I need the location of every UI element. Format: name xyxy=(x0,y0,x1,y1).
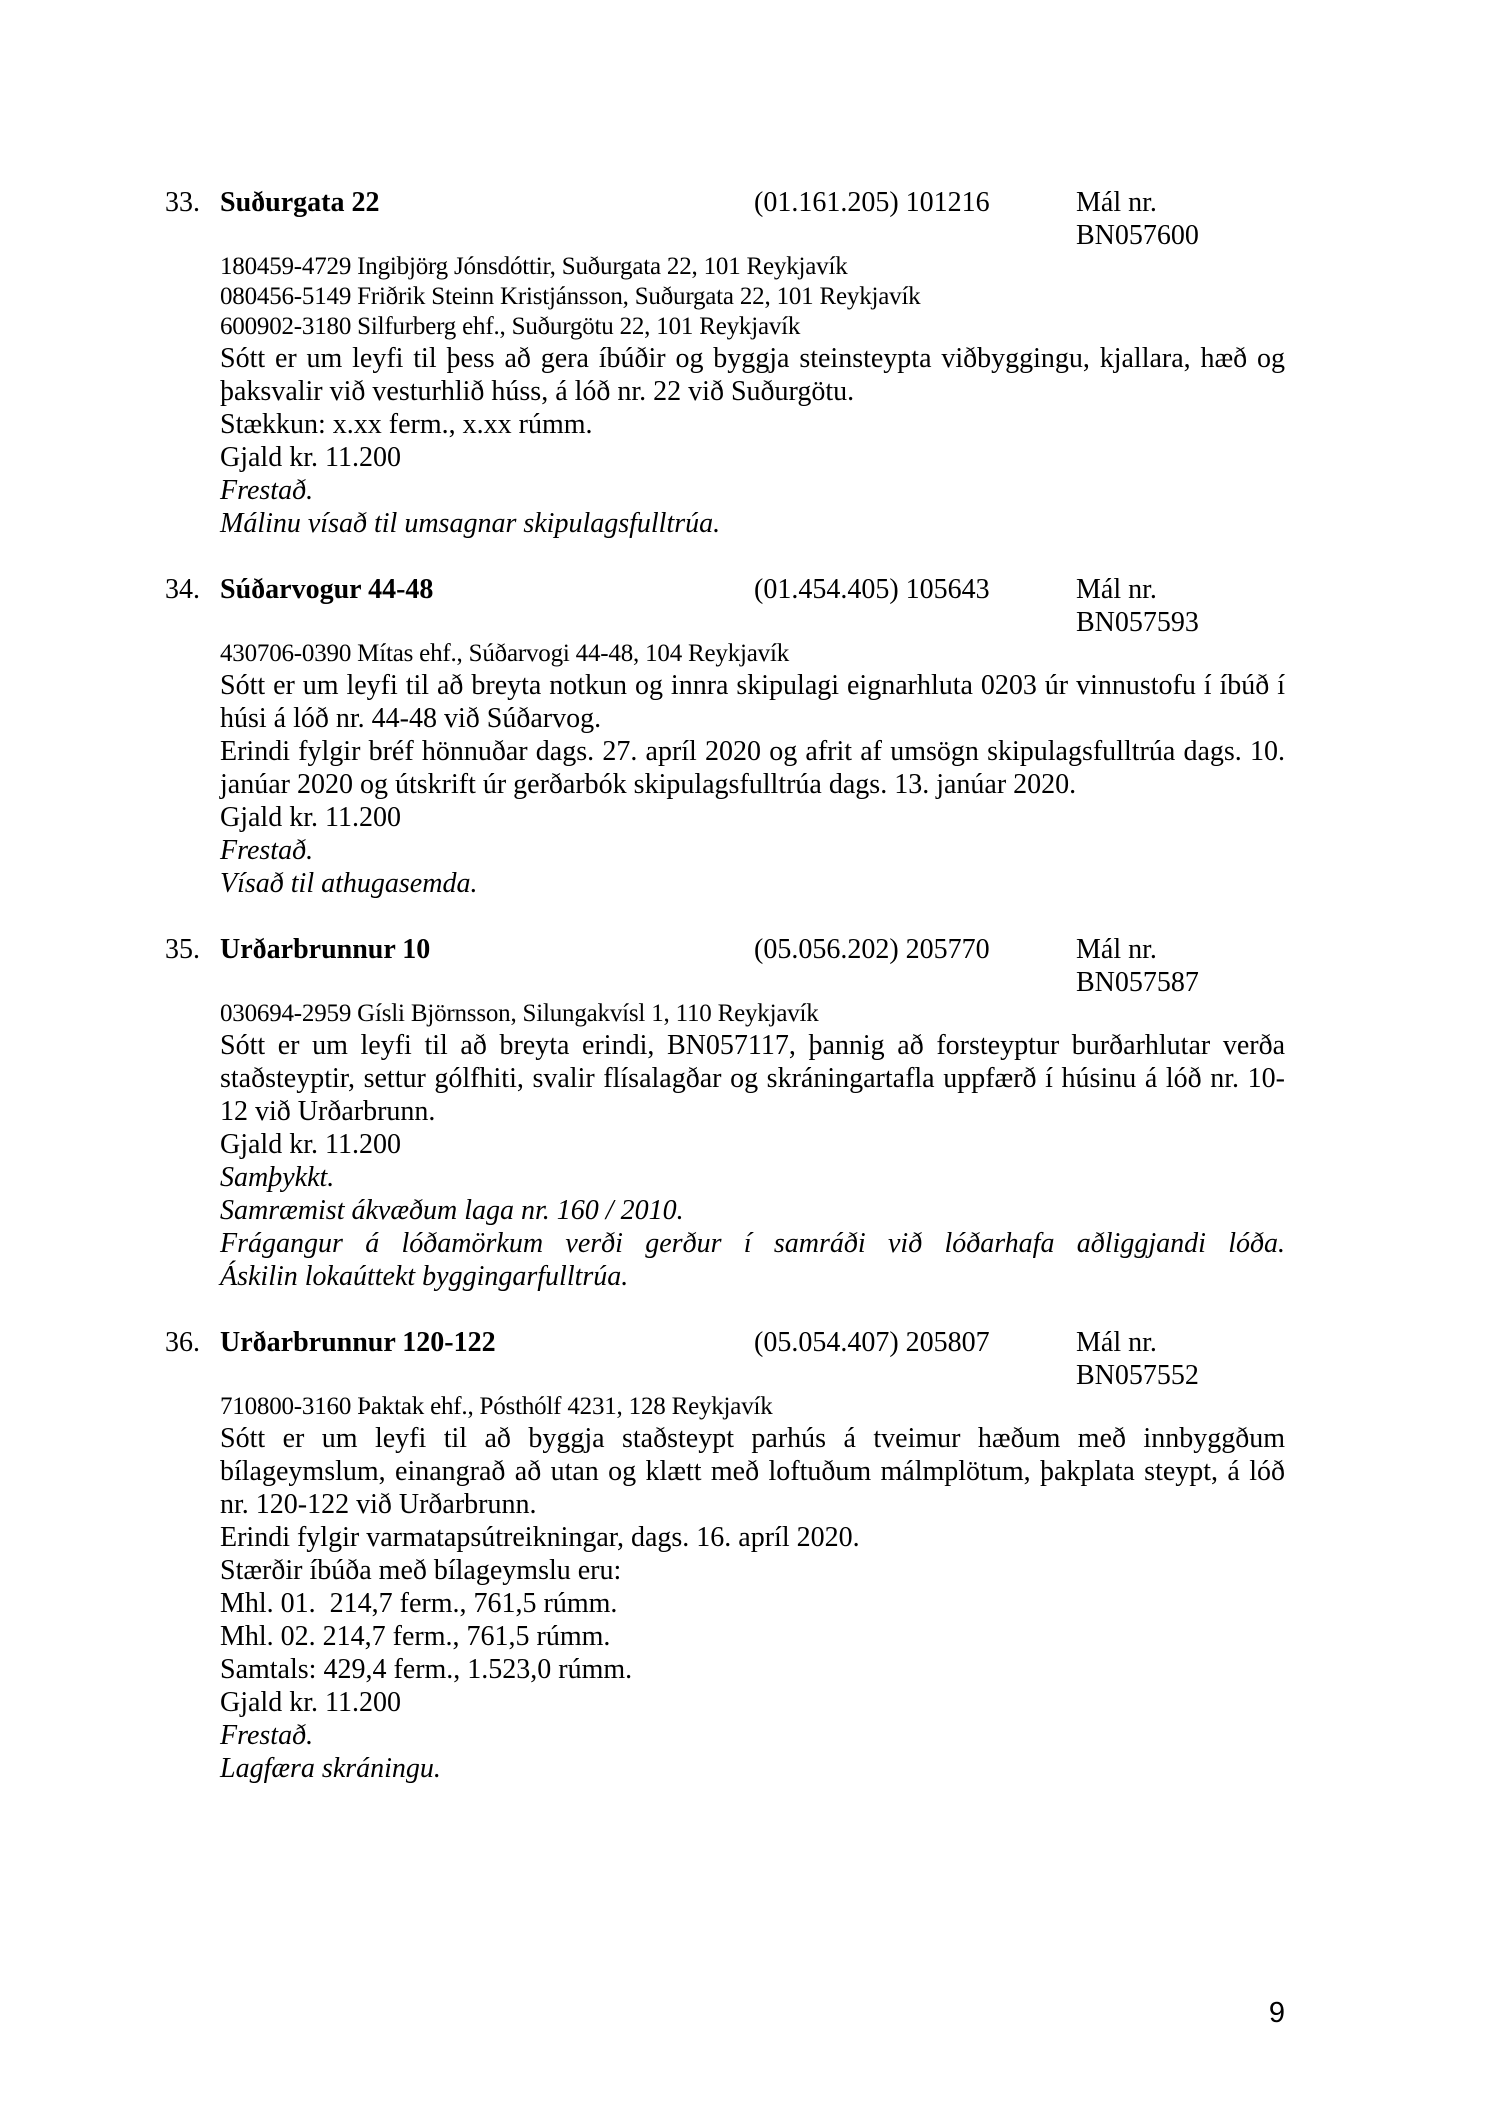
case-line: Vísað til athugasemda. xyxy=(220,868,478,899)
case-line: 710800-3160 Þaktak ehf., Pósthólf 4231, 128 Reykjavík xyxy=(220,1393,773,1420)
case-header xyxy=(220,186,1285,252)
case-lines xyxy=(220,999,1285,1293)
case-line: Samþykkt. xyxy=(220,1162,335,1193)
case-line: 080456-5149 Friðrik Steinn Kristjánsson, Suðurgata 22, 101 Reykjavík xyxy=(220,283,921,310)
case-title: Urðarbrunnur 120-122 xyxy=(220,1327,496,1358)
case-item xyxy=(165,1326,1285,1785)
case-line: Frestað. xyxy=(220,475,314,506)
case-mal-nr: Mál nr. BN057593 xyxy=(1076,574,1199,638)
case-ref: (05.054.407) 205807 xyxy=(754,1327,990,1358)
case-line: Samtals: 429,4 ferm., 1.523,0 rúmm. xyxy=(220,1654,633,1685)
case-line: Erindi fylgir bréf hönnuðar dags. 27. apríl 2020 og afrit af umsögn skipulagsfulltrúa dags. 10. janúar 2020 og útskrift úr gerðarbók skipulagsfulltrúa dags. 13. janúar 2020. xyxy=(220,736,1285,800)
case-line: Frestað. xyxy=(220,1720,314,1751)
case-list xyxy=(165,186,1285,1785)
case-item xyxy=(165,186,1285,540)
case-lines xyxy=(220,1392,1285,1785)
case-line: Gjald kr. 11.200 xyxy=(220,1129,401,1160)
case-lines xyxy=(220,252,1285,540)
case-line: Sótt er um leyfi til að breyta erindi, BN057117, þannig að forsteyptur burðarhlutar verða staðsteyptir, settur gólfhiti, svalir flísalagðar og skráningartafla uppfærð í húsinu á lóð nr. 10-12 við Urðarbrunn. xyxy=(220,1030,1285,1127)
case-ref: (05.056.202) 205770 xyxy=(754,934,990,965)
case-line: Áskilin lokaúttekt byggingarfulltrúa. xyxy=(220,1261,629,1292)
case-line: Erindi fylgir varmatapsútreikningar, dags. 16. apríl 2020. xyxy=(220,1522,860,1553)
case-header xyxy=(220,1326,1285,1392)
case-mal-nr: Mál nr. BN057587 xyxy=(1076,934,1199,998)
case-item xyxy=(165,933,1285,1293)
case-ref: (01.454.405) 105643 xyxy=(754,574,990,605)
case-ref: (01.161.205) 101216 xyxy=(754,187,990,218)
case-title: Urðarbrunnur 10 xyxy=(220,934,431,965)
case-line: 600902-3180 Silfurberg ehf., Suðurgötu 22, 101 Reykjavík xyxy=(220,313,801,340)
case-number: 33. xyxy=(165,187,200,218)
case-line: Mhl. 02. 214,7 ferm., 761,5 rúmm. xyxy=(220,1621,611,1652)
case-line: Málinu vísað til umsagnar skipulagsfulltrúa. xyxy=(220,508,721,539)
case-line: Mhl. 01. 214,7 ferm., 761,5 rúmm. xyxy=(220,1588,618,1619)
case-line: Frestað. xyxy=(220,835,314,866)
case-mal-nr: Mál nr. BN057600 xyxy=(1076,187,1199,251)
case-header xyxy=(220,933,1285,999)
case-item xyxy=(165,573,1285,900)
case-line: Lagfæra skráningu. xyxy=(220,1753,441,1784)
case-line: Sótt er um leyfi til þess að gera íbúðir og byggja steinsteypta viðbyggingu, kjallara, hæð og þaksvalir við vesturhlið húss, á lóð nr. 22 við Suðurgötu. xyxy=(220,343,1285,407)
case-mal-nr: Mál nr. BN057552 xyxy=(1076,1327,1199,1391)
case-line: 430706-0390 Mítas ehf., Súðarvogi 44-48, 104 Reykjavík xyxy=(220,640,789,667)
case-line: Stærðir íbúða með bílageymslu eru: xyxy=(220,1555,622,1586)
case-header xyxy=(220,573,1285,639)
case-line: Gjald kr. 11.200 xyxy=(220,1687,401,1718)
case-line: 030694-2959 Gísli Björnsson, Silungakvísl 1, 110 Reykjavík xyxy=(220,1000,819,1027)
case-title: Suðurgata 22 xyxy=(220,187,380,218)
case-lines xyxy=(220,639,1285,900)
case-number: 34. xyxy=(165,574,200,605)
case-line: Samræmist ákvæðum laga nr. 160 / 2010. xyxy=(220,1195,684,1226)
case-line: Gjald kr. 11.200 xyxy=(220,802,401,833)
page-number: 9 xyxy=(1268,1997,1285,2029)
case-line: Gjald kr. 11.200 xyxy=(220,442,401,473)
case-number: 35. xyxy=(165,934,200,965)
case-line: Stækkun: x.xx ferm., x.xx rúmm. xyxy=(220,409,593,440)
case-line: Sótt er um leyfi til að breyta notkun og innra skipulagi eignarhluta 0203 úr vinnustofu í íbúð í húsi á lóð nr. 44-48 við Súðarvog. xyxy=(220,670,1285,734)
case-line: 180459-4729 Ingibjörg Jónsdóttir, Suðurgata 22, 101 Reykjavík xyxy=(220,253,848,280)
case-number: 36. xyxy=(165,1327,200,1358)
case-line: Sótt er um leyfi til að byggja staðsteypt parhús á tveimur hæðum með innbyggðum bílageymslum, einangrað að utan og klætt með loftuðum málmplötum, þakplata steypt, á lóð nr. 120-122 við Urðarbrunn. xyxy=(220,1423,1285,1520)
case-line: Frágangur á lóðamörkum verði gerður í samráði við lóðarhafa aðliggjandi lóða. xyxy=(220,1228,1285,1259)
case-title: Súðarvogur 44-48 xyxy=(220,574,434,605)
